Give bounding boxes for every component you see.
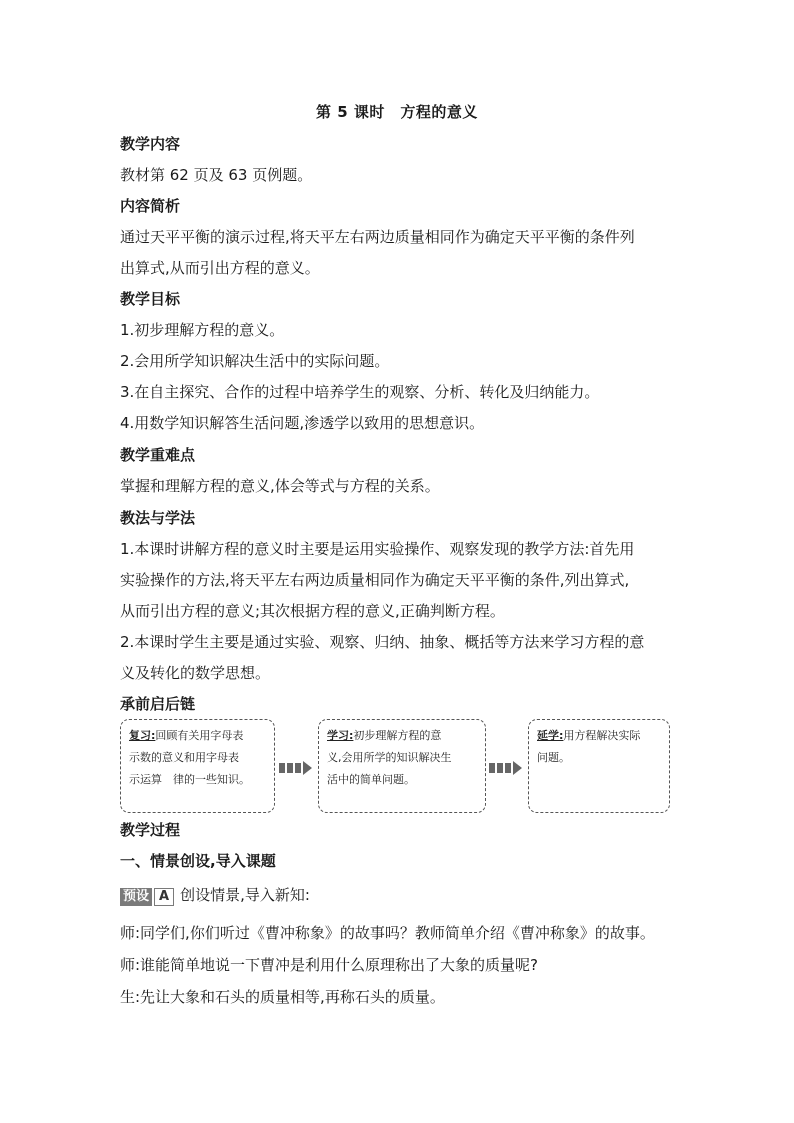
review-line-2: 示数的意义和用字母表: [129, 751, 239, 764]
learn-line-3: 活中的简单问题。: [327, 773, 415, 786]
methods-heading: 教法与学法: [120, 509, 196, 527]
extend-line-2: 问题。: [537, 751, 570, 764]
analysis-text-line-1: 通过天平平衡的演示过程,将天平左右两边质量相同作为确定天平平衡的条件列: [120, 228, 635, 246]
review-label: 复习:: [129, 729, 156, 742]
goal-1: 1.初步理解方程的意义。: [120, 321, 285, 339]
method-1-line-2: 实验操作的方法,将天平左右两边质量相同作为确定天平平衡的条件,列出算式,: [120, 571, 630, 589]
preset-badge-letter: A: [154, 888, 174, 906]
review-box: [120, 719, 275, 813]
dialogue-line-3: 生:先让大象和石头的质量相等,再称石头的质量。: [120, 988, 445, 1006]
flow-arrow-2-icon: [489, 761, 525, 775]
method-2-line-1: 2.本课时学生主要是通过实验、观察、归纳、抽象、概括等方法来学习方程的意: [120, 633, 645, 651]
chain-heading: 承前启后链: [120, 695, 196, 713]
flow-arrow-1-icon: [279, 761, 315, 775]
preset-intro-text: 创设情景,导入新知:: [180, 886, 310, 904]
part-1-heading: 一、情景创设,导入课题: [120, 852, 276, 870]
extend-label: 延学:: [537, 729, 564, 742]
key-points-text: 掌握和理解方程的意义,体会等式与方程的关系。: [120, 477, 440, 495]
dialogue-line-1: 师:同学们,你们听过《曹冲称象》的故事吗？教师简单介绍《曹冲称象》的故事。: [120, 924, 655, 942]
preset-badge: 预设: [120, 888, 152, 906]
learn-box: [318, 719, 486, 813]
process-heading: 教学过程: [120, 821, 181, 839]
method-1-line-3: 从而引出方程的意义;其次根据方程的意义,正确判断方程。: [120, 602, 505, 620]
extend-line-1: 用方程解决实际: [563, 729, 641, 742]
key-points-heading: 教学重难点: [120, 446, 196, 464]
analysis-text-line-2: 出算式,从而引出方程的意义。: [120, 259, 320, 277]
learn-line-2: 义,会用所学的知识解决生: [327, 751, 452, 764]
method-2-line-2: 义及转化的数学思想。: [120, 664, 271, 682]
content-heading: 教学内容: [120, 135, 181, 153]
extend-box: [528, 719, 670, 813]
method-1-line-1: 1.本课时讲解方程的意义时主要是运用实验操作、观察发现的教学方法:首先用: [120, 540, 635, 558]
content-text: 教材第 62 页及 63 页例题。: [120, 166, 313, 184]
learn-label: 学习:: [327, 729, 354, 742]
goal-3: 3.在自主探究、合作的过程中培养学生的观察、分析、转化及归纳能力。: [120, 383, 600, 401]
review-line-1: 回顾有关用字母表: [155, 729, 244, 742]
preset-a-line: [120, 885, 680, 906]
goal-4: 4.用数学知识解答生活问题,渗透学以致用的思想意识。: [120, 414, 485, 432]
learn-line-1: 初步理解方程的意: [353, 729, 442, 742]
goal-2: 2.会用所学知识解决生活中的实际问题。: [120, 352, 390, 370]
goals-heading: 教学目标: [120, 290, 181, 308]
dialogue-line-2: 师:谁能简单地说一下曹冲是利用什么原理称出了大象的质量呢?: [120, 956, 539, 974]
page-title: 第 5 课时 方程的意义: [316, 103, 478, 121]
review-line-3: 示运算 律的一些知识。: [129, 773, 250, 786]
analysis-heading: 内容简析: [120, 197, 181, 215]
